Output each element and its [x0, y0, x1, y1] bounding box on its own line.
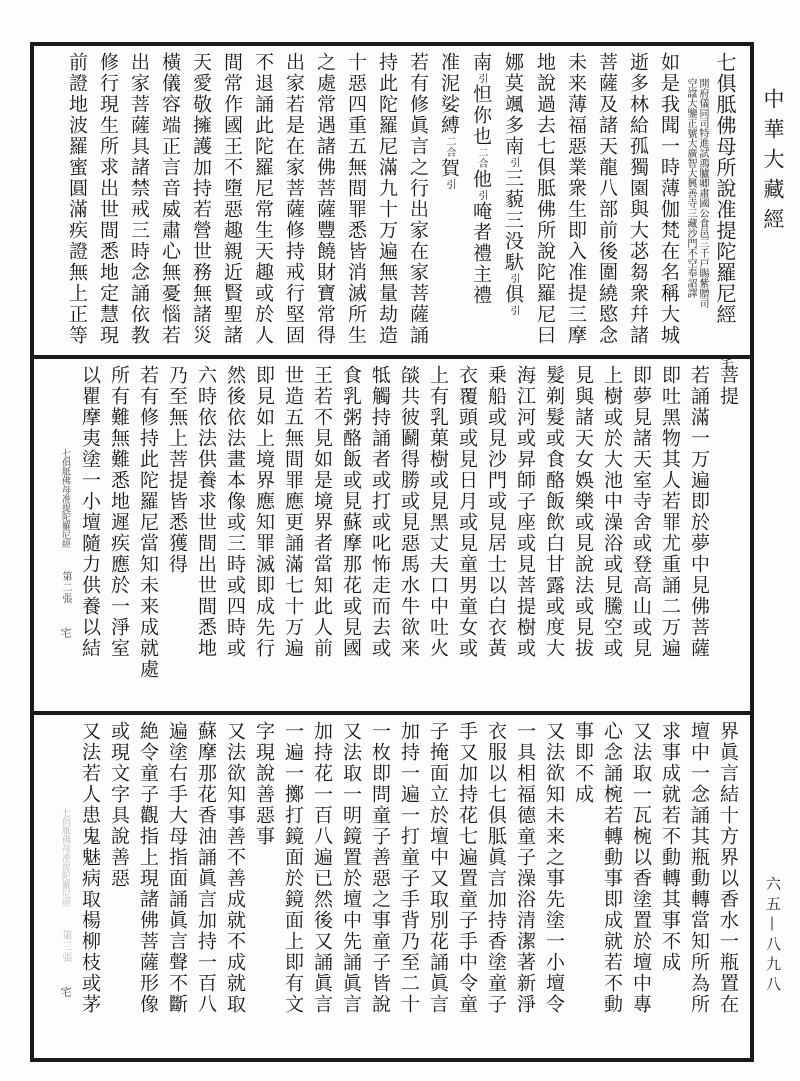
- attribution-line-right: 開府儀同司特進試鴻臚卿肅國公食邑三千戸賜紫贈司: [697, 78, 708, 308]
- text-column: 一枚即問童子善惡之事童子皆說: [369, 721, 391, 1015]
- text-column: 即見如上境界應知罪滅即成先行: [253, 365, 275, 659]
- text-column: 事即不成: [572, 721, 594, 805]
- text-column: 子掩面立於壇中又取別花誦眞言: [427, 721, 449, 1015]
- text-column: 即夢見諸天室寺舍或登高山或見: [630, 365, 652, 659]
- text-column: 加持一遍一打童子手背乃至二十: [398, 721, 420, 1015]
- text-column: 持此陀羅尼滿九十万遍無量劫造: [376, 52, 398, 346]
- annotation: 二合: [444, 136, 455, 158]
- text-column: 髮剃髮或食酪飯飲白甘露或度大: [543, 365, 565, 659]
- text-block-top: [34, 46, 750, 369]
- text-column: 蘇摩那花香油誦眞言加持一百八: [195, 721, 217, 1015]
- text-run: 准泥娑縛: [438, 52, 460, 136]
- text-block-bottom: [34, 715, 750, 1058]
- text-column: 如是我聞一時薄伽梵在名稱大城: [658, 52, 680, 346]
- translator-attribution: [684, 52, 708, 349]
- text-column: 又法取一明鏡置於壇中先誦眞言: [340, 721, 362, 1015]
- text-column: 出家若是在家菩薩修持戒行堅固: [283, 52, 305, 346]
- text-run: 南: [470, 52, 492, 73]
- text-column: 衣服以七俱胝眞言加持香塗童子: [485, 721, 507, 1015]
- text-column: 加持花一百八遍已然後又誦眞言: [311, 721, 333, 1015]
- text-column: 天愛敬擁護加持若營世務無諸災: [190, 52, 212, 346]
- volume-page-number: 六五—八九八: [764, 876, 782, 996]
- text-column: 菩提: [717, 365, 739, 407]
- text-column: 遍塗右手大母指面誦眞言聲不斷: [166, 721, 188, 1015]
- text-column: 或現文字具說善惡: [108, 721, 130, 889]
- text-column: 一具相福德童子澡浴清潔著新淨: [514, 721, 536, 1015]
- text-column: 界眞言結十方界以香水一瓶置在: [717, 721, 739, 1015]
- text-run: 賀: [438, 158, 460, 179]
- text-column: 一遍一擲打鏡面於鏡面上即有文: [282, 721, 304, 1015]
- text-column: 以瞿摩夷塗一小壇隨力供養以結: [79, 365, 101, 659]
- text-column: 出家菩薩具諸禁戒三時念誦依教: [128, 52, 150, 346]
- text-run: 俱: [502, 284, 524, 305]
- text-column: 之處常遇諸佛菩薩豐饒財寶常得: [314, 52, 336, 346]
- text-column: 若有修眞言之行出家在家菩薩誦: [407, 52, 429, 346]
- text-column: 字現說善惡事: [253, 721, 275, 847]
- text-column: 菩薩及諸天龍八部前後圍繞愍念: [596, 52, 618, 346]
- text-column: [465, 52, 497, 349]
- text-column: 前證地波羅蜜圓滿疾證無上正等: [66, 52, 88, 346]
- text-column: 王若不見如是境界者當知此人前: [311, 365, 333, 659]
- text-run: 他: [470, 169, 492, 190]
- text-column: 上有乳菓樹或見黑丈夫口中吐火: [427, 365, 449, 659]
- text-column: 不退誦此陀羅尼常生天趣或於人: [252, 52, 274, 346]
- annotation: 引: [476, 73, 487, 84]
- text-column: 未来薄福惡業衆生即入准提三摩: [565, 52, 587, 346]
- text-column: 若有修持此陀羅尼當知未来成就處: [137, 365, 159, 680]
- text-column: 六時依法供養求世間出世間悉地: [195, 365, 217, 659]
- attribution-line-left: 空諡大鑒正號大廣智大興善寺三藏沙門不空奉詔譯: [685, 78, 696, 298]
- text-column: 又法取一瓦椀以香塗置於壇中專: [630, 721, 652, 1015]
- text-column: 十惡四重五無間罪悉皆消滅所生: [345, 52, 367, 346]
- edge-mark: 宅: [59, 627, 72, 640]
- text-column: 橫儀容端正言音威肅心無憂惱若: [159, 52, 181, 346]
- edge-mark: 宅: [59, 986, 72, 999]
- text-column: [433, 52, 465, 349]
- annotation: 引: [508, 273, 519, 284]
- text-frame: [30, 42, 754, 1062]
- edge-sheet: 第三張: [60, 930, 71, 963]
- annotation: 引: [476, 190, 487, 201]
- text-column: 手又加持花七遍置童子手中令童: [456, 721, 478, 1015]
- text-column: 見與諸天女娛樂或見說法或見拔: [572, 365, 594, 659]
- text-column: 乃至無上菩提皆悉獲得: [166, 365, 188, 575]
- annotation: 引: [508, 305, 519, 316]
- text-column: 食乳粥酪飯或見蘇摩那花或見國: [340, 365, 362, 659]
- sheet-marker: [55, 721, 75, 1052]
- text-run: 唵者禮主禮: [470, 201, 492, 306]
- sutra-title-column: [708, 52, 742, 369]
- text-column: 求事成就若不動轉其事不成: [659, 721, 681, 973]
- text-column: 又法若人患鬼魅病取楊柳枝或茅: [79, 721, 101, 1015]
- annotation: 引: [508, 157, 519, 168]
- text-column: 乗船或見沙門或見居士以白衣黃: [485, 365, 507, 659]
- text-column: 世造五無間罪應更誦滿七十万遍: [282, 365, 304, 659]
- text-column: 燄共彼鬬得勝或見惡馬水牛欲来: [398, 365, 420, 659]
- edge-title: 七俱胝佛母准提陀羅尼經: [60, 449, 70, 548]
- text-column: 上樹或於大池中澡浴或見騰空或: [601, 365, 623, 659]
- edge-title: 七俱胝佛母准提陀羅尼經: [60, 808, 70, 907]
- text-run: 三藐三没馱: [502, 168, 524, 273]
- annotation: 二合: [476, 147, 487, 169]
- text-column: 絶令童子觀指上現諸佛菩薩形像: [137, 721, 159, 1015]
- text-column: 壇中一念誦其瓶動轉當知所為所: [688, 721, 710, 1015]
- text-column: 牴觸持誦者或打或叱怖走而去或: [369, 365, 391, 659]
- edge-sheet: 第二張: [60, 571, 71, 604]
- text-column: 心念誦椀若轉動事即成就若不動: [601, 721, 623, 1015]
- text-column: 然後依法畫本像或三時或四時或: [224, 365, 246, 659]
- text-column: 若誦滿一万遍即於夢中見佛菩薩: [688, 365, 710, 659]
- text-column: 海江河或昇師子座或見菩提樹或: [514, 365, 536, 659]
- text-column: 即吐黑物其人若罪尤重誦二万遍: [659, 365, 681, 659]
- text-column: 間常作國王不墮惡趣親近賢聖諸: [221, 52, 243, 346]
- text-column: 地說過去七俱胝佛所說陀羅尼曰: [534, 52, 556, 346]
- text-block-middle: [34, 359, 750, 715]
- canon-title: 中華大藏經: [761, 88, 785, 238]
- text-column: [497, 52, 529, 349]
- text-run: 怛你也: [470, 84, 492, 147]
- text-run: 娜莫颯多南: [502, 52, 524, 157]
- text-column: 所有難無難悉地遲疾應於一淨室: [108, 365, 130, 659]
- sheet-marker: [55, 365, 75, 705]
- sutra-title: 七俱胝佛母所說准提陀羅尼經: [713, 52, 737, 325]
- text-column: 又法欲知事善不善成就不成就取: [224, 721, 246, 1015]
- text-column: 修行現生所求出世間悉地定慧現: [97, 52, 119, 346]
- text-column: 逝多林給孤獨園與大苾芻衆幷諸: [627, 52, 649, 346]
- text-column: 又法欲知未来之事先塗一小壇令: [543, 721, 565, 1015]
- annotation: 引: [444, 179, 455, 190]
- text-column: 衣覆頭或見日月或見童男童女或: [456, 365, 478, 659]
- collation-mark: 宅: [718, 355, 733, 369]
